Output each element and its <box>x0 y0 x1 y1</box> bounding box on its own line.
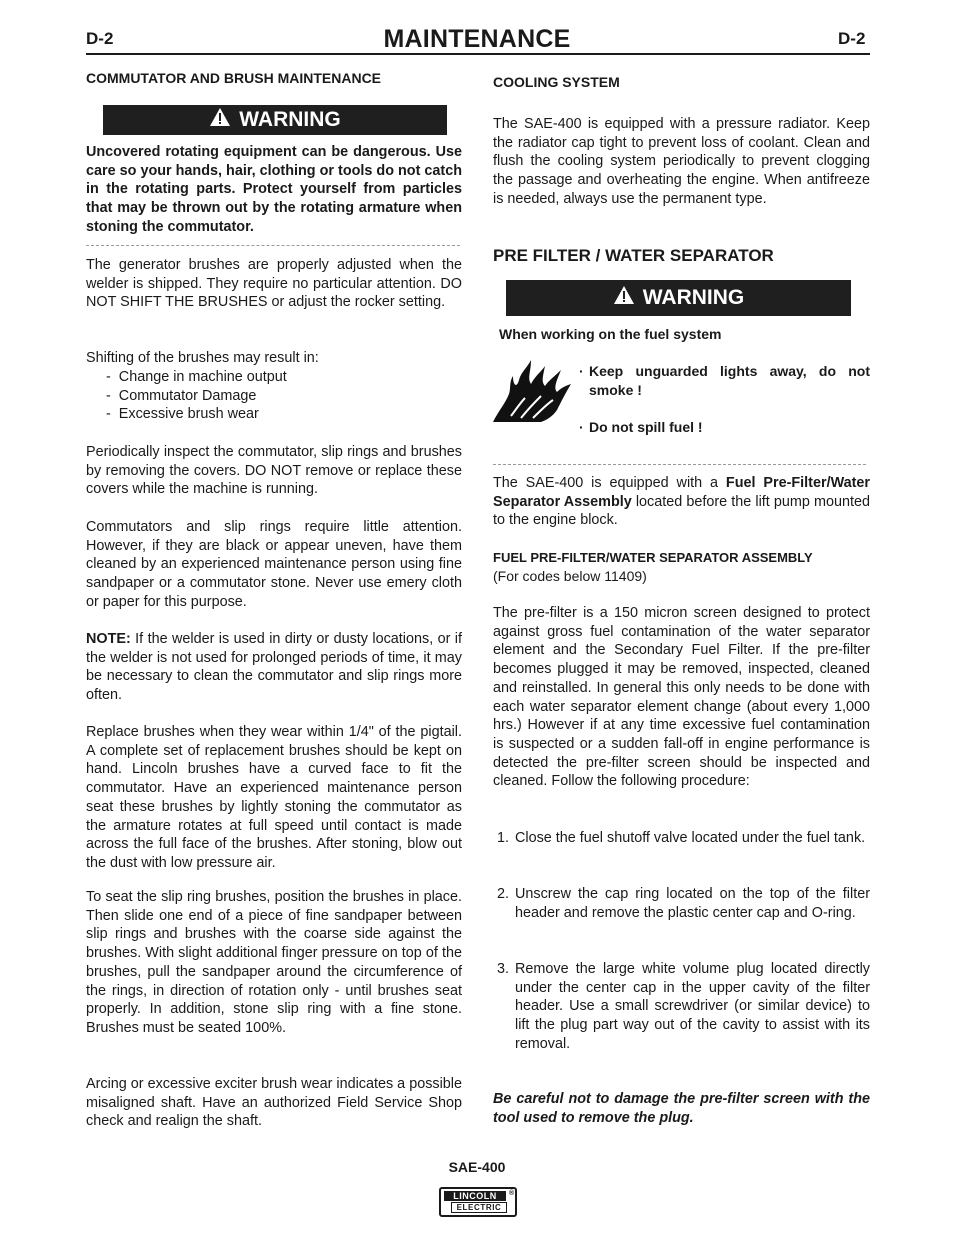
list-item: - Change in machine output <box>106 369 287 385</box>
paragraph-prefilter: The pre-filter is a 150 micron screen designed to protect against gross fuel contamination of the water separator element and the Secondary Fuel Filter. If the pre-filter becomes plugged it may be removed, inspected, cleaned and reinstalled. In general this only needs to be done with each water separator element change (about every 1,000 hrs.) However if at any time excessive fuel contamination is suspected or a sudden fall-off in engine performance is detected the pre-filter screen should be inspected and cleaned. Follow the following procedure: <box>493 605 870 790</box>
list-item: · Do not spill fuel ! <box>579 419 703 435</box>
registered-mark: ® <box>509 1190 515 1197</box>
paragraph-equipped: The SAE-400 is equipped with a Fuel Pre-Filter/Water Separator Assembly located before the lift pump mounted to the engine block. <box>493 475 871 529</box>
header-rule <box>86 53 870 55</box>
paragraph-slip-ring: To seat the slip ring brushes, position the brushes in place. Then slide one end of a piece of fine sandpaper between slip rings and brushes with the coarse side against the brushes. With slight additional finger pressure on top of the brushes, pull the sandpaper around the circumference of the rings, in direction of rotation only - until brushes seat properly. In addition, stone slip ring with a fine stone. Brushes must be seated 100%. <box>86 889 462 1036</box>
assembly-title: FUEL PRE-FILTER/WATER SEPARATOR ASSEMBLY <box>493 550 813 565</box>
paragraph-inspect: Periodically inspect the commutator, slip rings and brushes by removing the covers. DO NOT remove or replace these covers while the machine is running. <box>86 444 462 498</box>
page-title: MAINTENANCE <box>383 25 571 53</box>
list-item: - Commutator Damage <box>106 387 257 404</box>
list-item: · Keep unguarded lights away, do not smoke ! <box>579 363 870 398</box>
paragraph-arcing: Arcing or excessive exciter brush wear indicates a possible misaligned shaft. Have an authorized Field Service Shop check and realign the shaft. <box>86 1076 462 1130</box>
footer-model: SAE-400 <box>448 1159 506 1175</box>
warning-triangle-icon <box>209 107 239 133</box>
procedure-step: 3. Remove the large white volume plug located directly under the center cap in the upper cavity of the filter header. Use a small screwdriver (or similar device) to lift the plug part way out of the cavity to assist with its removal. <box>497 961 870 1052</box>
paragraph-brush-adjust: The generator brushes are properly adjusted when the welder is shipped. They require no particular attention. DO NOT SHIFT THE BRUSHES or adjust the rocker setting. <box>86 257 462 311</box>
page-code-right: D-2 <box>838 29 866 48</box>
paragraph-cooling: The SAE-400 is equipped with a pressure radiator. Keep the radiator cap tight to prevent loss of coolant. Clean and flush the cooling system periodically to prevent clogging the passage and overheating the engine. When antifreeze is needed, always use the permanent type. <box>493 116 870 207</box>
commutator-warning-banner <box>103 105 447 135</box>
divider <box>86 245 460 246</box>
warning-label: WARNING <box>239 108 341 131</box>
commutator-warning-text: Uncovered rotating equipment can be dangerous. Use care so your hands, hair, clothing or tools do not catch in the rotating parts. Protect yourself from particles that may be thrown out by the rotating armature when stoning the commutator. <box>86 144 462 235</box>
prefilter-section-title: PRE FILTER / WATER SEPARATOR <box>493 246 774 265</box>
assembly-subtitle: (For codes below 11409) <box>493 568 647 584</box>
list-item: - Excessive brush wear <box>106 406 259 423</box>
page-code-left: D-2 <box>86 29 114 48</box>
paragraph-note: NOTE: If the welder is used in dirty or dusty locations, or if the welder is not used for prolonged periods of time, it may be necessary to clean the commutator and slip rings more often. <box>86 631 462 704</box>
fuel-warning-banner <box>506 280 851 316</box>
note-label: NOTE: <box>86 631 131 647</box>
shifting-effects-list <box>106 368 446 424</box>
flame-icon <box>491 358 573 424</box>
fuel-warning-list <box>579 362 870 437</box>
lincoln-electric-logo: LINCOLN ® ELECTRIC <box>439 1187 517 1217</box>
paragraph-replace-brushes: Replace brushes when they wear within 1/4" of the pigtail. A complete set of replacement brushes should be kept on hand. Lincoln brushes have a curved face to fit the commutator. Have an experienced maintenance person seat these brushes by lightly stoning the commutator as the armature rotates at full speed until contact is made across the full face of the brushes. After stoning, blow out the dust with low pressure air. <box>86 724 462 871</box>
divider <box>493 464 866 465</box>
warning-label: WARNING <box>642 286 745 309</box>
fuel-warning-intro: When working on the fuel system <box>499 326 722 342</box>
paragraph-commutators: Commutators and slip rings require little attention. However, if they are black or appear uneven, have them cleaned by an experienced maintenance person using fine sandpaper or a commutator stone. Never use emery cloth or paper for this purpose. <box>86 519 462 610</box>
shifting-intro: Shifting of the brushes may result in: <box>86 350 319 366</box>
commutator-section-title: COMMUTATOR AND BRUSH MAINTENANCE <box>86 70 382 86</box>
caution-note: Be careful not to damage the pre-filter screen with the tool used to remove the plug. <box>493 1091 870 1126</box>
cooling-section-title: COOLING SYSTEM <box>493 74 620 90</box>
procedure-step: 1. Close the fuel shutoff valve located under the fuel tank. <box>497 830 866 846</box>
warning-triangle-icon <box>613 285 643 311</box>
procedure-step: 2. Unscrew the cap ring located on the top of the filter header and remove the plastic center cap and O-ring. <box>497 886 870 921</box>
